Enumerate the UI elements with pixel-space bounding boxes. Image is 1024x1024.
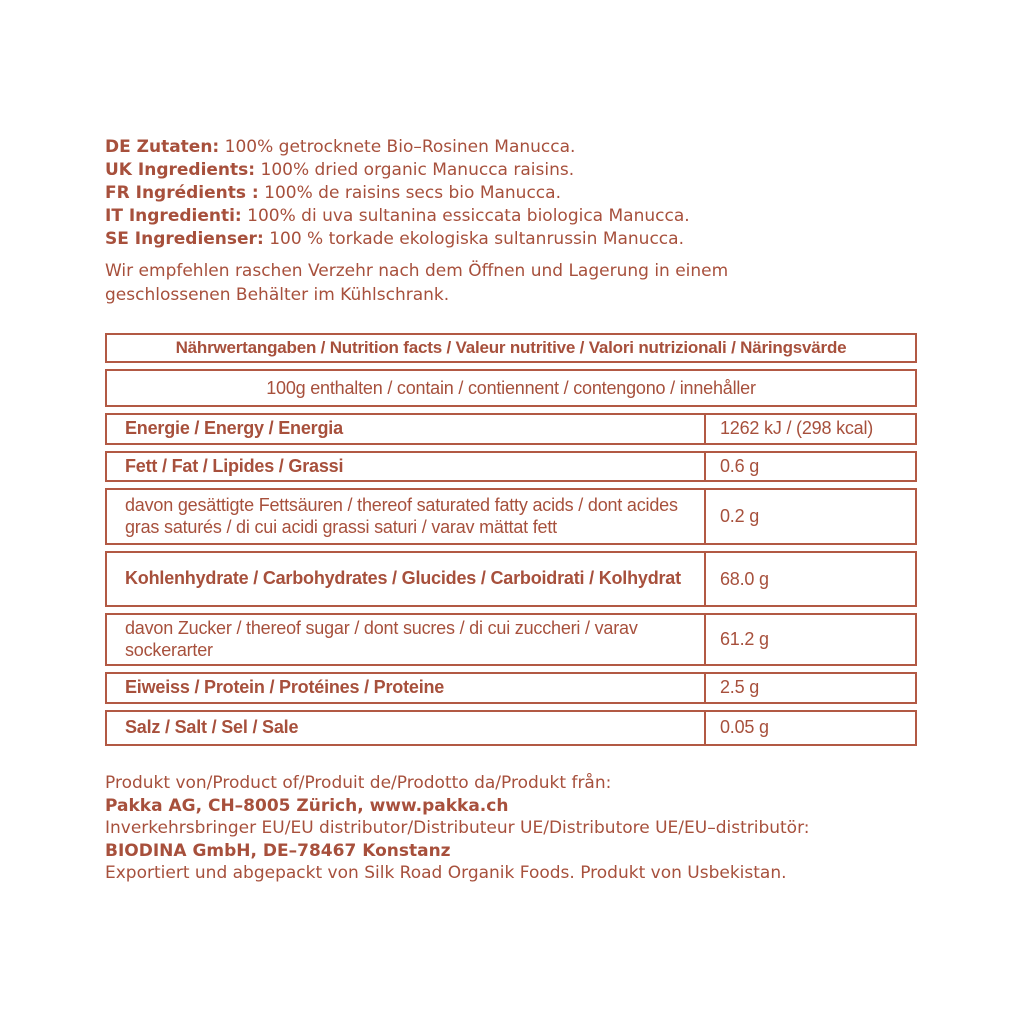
nutrient-value: 68.0 g [704,553,915,605]
ingredients-language-label: FR Ingrédients : [105,183,259,203]
nutrient-label: Salz / Salt / Sel / Sale [125,716,299,737]
storage-note-block [105,260,917,307]
ingredients-text: 100% getrocknete Bio–Rosinen Manucca. [224,137,576,157]
nutrient-value: 0.2 g [704,490,915,543]
ingredients-text: 100% de raisins secs bio Manucca. [264,183,561,203]
ingredients-language-label: IT Ingredienti: [105,206,242,226]
storage-note-text: Wir empfehlen raschen Verzehr nach dem Öffnen und Lagerung in einem geschlossenen Behälter im Kühlschrank. [105,261,729,305]
ingredients-language-label: UK Ingredients: [105,160,256,180]
nutrition-row [105,488,917,545]
ingredients-line [105,205,917,228]
ingredients-text: 100% di uva sultanina essiccata biologica Manucca. [247,206,690,226]
nutrient-label: davon Zucker / thereof sugar / dont sucres / di cui zuccheri / varav sockerarter [125,618,638,660]
nutrient-label: Fett / Fat / Lipides / Grassi [125,455,344,476]
ingredients-language-label: SE Ingredienser: [105,229,264,249]
ingredients-line [105,136,917,159]
nutrition-table-title: Nährwertangaben / Nutrition facts / Valeur nutritive / Valori nutrizionali / Näringsvärde [105,333,917,363]
nutrition-row [105,613,917,666]
ingredients-block [105,136,917,251]
nutrient-value: 0.05 g [704,712,915,744]
nutrient-value: 61.2 g [704,615,915,664]
ingredients-text: 100% dried organic Manucca raisins. [260,160,575,180]
ingredients-line [105,159,917,182]
nutrient-label: Energie / Energy / Energia [125,418,343,438]
nutrition-table-subtitle: 100g enthalten / contain / contiennent / contengono / innehåller [105,369,917,407]
ingredients-line [105,228,917,251]
distributor-label: Inverkehrsbringer EU/EU distributor/Distributeur UE/Distributore UE/EU–distributör: [105,818,810,838]
ingredients-text: 100 % torkade ekologiska sultanrussin Manucca. [269,229,684,249]
nutrient-value: 2.5 g [704,674,915,702]
export-note: Exportiert und abgepackt von Silk Road Organik Foods. Produkt von Usbekistan. [105,863,787,883]
produced-by-label: Produkt von/Product of/Produit de/Prodotto da/Produkt från: [105,773,612,793]
nutrition-row [105,413,917,445]
producer-name: Pakka AG, CH–8005 Zürich, www.pakka.ch [105,795,509,816]
ingredients-language-label: DE Zutaten: [105,137,220,157]
producer-block [105,772,917,885]
nutrition-row [105,710,917,746]
nutrient-value: 1262 kJ / (298 kcal) [704,415,915,443]
nutrition-table [105,333,917,746]
nutrient-label: Kohlenhydrate / Carbohydrates / Glucides / Carboidrati / Kolhydrat [125,568,681,589]
nutrient-label: Eiweiss / Protein / Protéines / Proteine [125,677,445,697]
nutrition-row [105,451,917,483]
nutrition-row [105,672,917,704]
nutrition-row [105,551,917,607]
ingredients-line [105,182,917,205]
nutrient-value: 0.6 g [704,453,915,481]
distributor-name: BIODINA GmbH, DE–78467 Konstanz [105,840,451,861]
nutrient-label: davon gesättigte Fettsäuren / thereof saturated fatty acids / dont acides gras saturés / di cui acidi grassi saturi / varav mättat fett [125,495,678,537]
